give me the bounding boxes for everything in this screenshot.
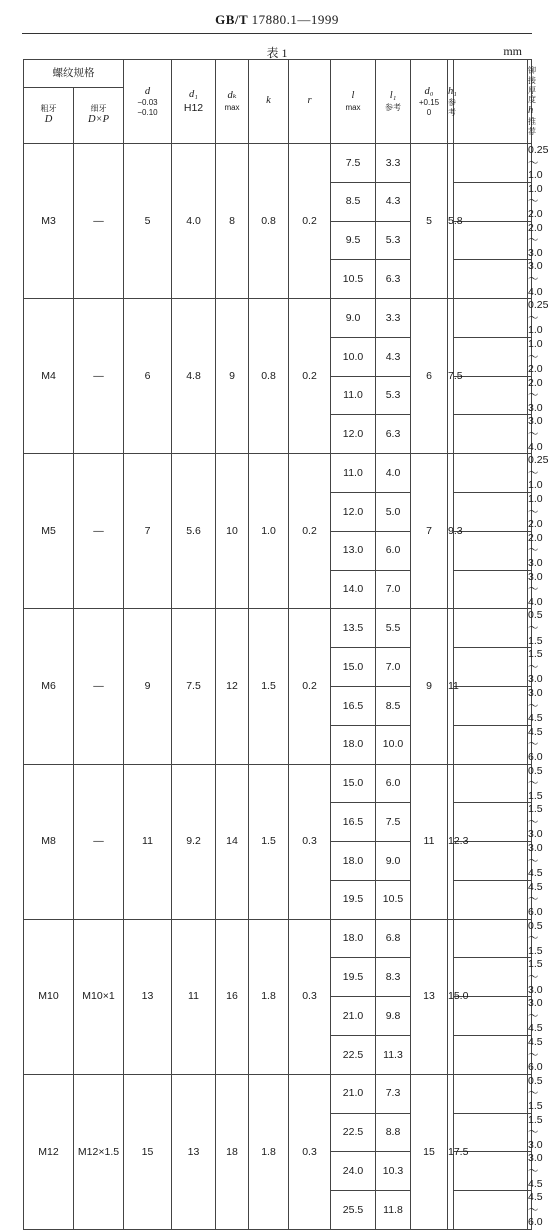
cell-h: 3.0～4.5 [528, 686, 543, 725]
spec-table [23, 59, 549, 1230]
cell-l1: 6.3 [376, 260, 411, 299]
cell-l1: 5.5 [376, 609, 411, 648]
cell-l: 9.0 [331, 299, 376, 338]
l-symbol: l [351, 90, 355, 102]
cell-gap [454, 493, 528, 532]
dk-symbol: dₖ [227, 90, 237, 102]
d-tol-top: −0.03 [137, 98, 158, 108]
coarse-label: 粗牙 [40, 104, 57, 114]
cell-gap [454, 415, 528, 454]
cell-h: 0.5～1.5 [528, 1074, 543, 1112]
cell-h: 1.5～3.0 [528, 1113, 543, 1151]
cell-l: 19.5 [331, 880, 376, 919]
col-gap [454, 60, 528, 144]
col-k-header [249, 60, 289, 144]
cell-d0: 15 [411, 1074, 448, 1229]
cell-d0: 5 [411, 144, 448, 299]
cell-d1: 9.2 [172, 764, 216, 919]
cell-gap [454, 842, 528, 881]
cell-DP: — [74, 454, 124, 609]
cell-k: 1.8 [249, 919, 289, 1074]
cell-l1: 5.0 [376, 493, 411, 532]
cell-r: 0.2 [289, 609, 331, 764]
cell-d0: 11 [411, 764, 448, 919]
cell-d1: 4.8 [172, 299, 216, 454]
cell-h: 3.0～4.5 [528, 997, 543, 1035]
cell-gap [454, 880, 528, 919]
cell-l1: 11.8 [376, 1191, 411, 1230]
cell-gap [454, 221, 528, 260]
table-row [24, 609, 532, 648]
cell-gap [454, 648, 528, 687]
d0-tol-bottom: 0 [426, 107, 432, 117]
cell-l1: 8.8 [376, 1113, 411, 1152]
cell-h: 1.0～2.0 [528, 337, 543, 376]
cell-gap [454, 725, 528, 764]
cell-h: 3.0～4.0 [528, 570, 543, 608]
cell-h: 0.25～1.0 [528, 454, 549, 492]
h-title: 铆接厚度 [528, 66, 536, 105]
cell-l: 24.0 [331, 1152, 376, 1191]
cell-l1: 4.0 [376, 454, 411, 493]
cell-d: 9 [124, 609, 172, 764]
cell-dk: 10 [216, 454, 249, 609]
cell-h: 3.0～4.0 [528, 260, 543, 298]
cell-l1: 4.3 [376, 337, 411, 376]
cell-dk: 16 [216, 919, 249, 1074]
standard-header [0, 12, 554, 28]
cell-l: 14.0 [331, 570, 376, 609]
cell-gap [454, 609, 528, 648]
table-row [24, 1074, 532, 1113]
cell-l: 15.0 [331, 648, 376, 687]
cell-l1: 6.0 [376, 764, 411, 803]
cell-dk: 8 [216, 144, 249, 299]
cell-h: 2.0～3.0 [528, 376, 543, 414]
cell-D: M3 [24, 144, 74, 299]
d-symbol: d [144, 85, 151, 97]
cell-l1: 11.3 [376, 1035, 411, 1074]
cell-D: M5 [24, 454, 74, 609]
cell-l1: 9.0 [376, 842, 411, 881]
unit-label: mm [503, 44, 522, 58]
cell-l: 21.0 [331, 1074, 376, 1113]
table-row [24, 144, 532, 183]
d0-symbol: d₀ [424, 85, 434, 97]
cell-h: 0.25～1.0 [528, 299, 549, 337]
d1-sub: H12 [183, 101, 204, 114]
coarse-header [24, 88, 74, 144]
cell-d1: 7.5 [172, 609, 216, 764]
cell-l: 10.5 [331, 260, 376, 299]
cell-h: 0.5～1.5 [528, 764, 543, 802]
cell-l: 15.0 [331, 764, 376, 803]
fine-header [74, 88, 124, 144]
cell-l1: 5.3 [376, 221, 411, 260]
cell-r: 0.3 [289, 764, 331, 919]
cell-h1: 9.3 [448, 454, 454, 609]
l1-symbol: l₁ [389, 90, 397, 102]
col-d1-header [172, 60, 216, 144]
h1-symbol: h₁ [448, 85, 457, 97]
cell-gap [454, 570, 528, 609]
cell-h: 4.5～6.0 [528, 880, 543, 919]
cell-k: 1.0 [249, 454, 289, 609]
cell-DP: M10×1 [74, 919, 124, 1074]
h-symbol: h [528, 104, 534, 116]
thread-spec-header: 螺纹规格 [24, 60, 124, 88]
cell-gap [454, 260, 528, 299]
k-symbol: k [266, 95, 271, 107]
col-h-header [528, 60, 536, 144]
cell-l: 19.5 [331, 958, 376, 997]
cell-gap [454, 299, 528, 338]
r-symbol: r [307, 95, 312, 107]
cell-k: 1.5 [249, 764, 289, 919]
d-tol-bottom: −0.10 [137, 107, 158, 117]
table-row [24, 454, 532, 493]
cell-DP: M12×1.5 [74, 1074, 124, 1229]
h1-sub: 参考 [448, 98, 456, 117]
cell-l: 11.0 [331, 376, 376, 415]
fine-label: 细牙 [90, 104, 107, 114]
col-d-header [124, 60, 172, 144]
cell-l1: 9.8 [376, 997, 411, 1036]
cell-h: 4.5～6.0 [528, 1035, 543, 1074]
cell-h1: 12.3 [448, 764, 454, 919]
l-sub: max [345, 103, 361, 112]
cell-l: 12.0 [331, 493, 376, 532]
cell-DP: — [74, 764, 124, 919]
cell-h: 4.5～6.0 [528, 725, 543, 763]
cell-gap [454, 531, 528, 570]
cell-d: 13 [124, 919, 172, 1074]
col-r-header [289, 60, 331, 144]
cell-l1: 8.3 [376, 958, 411, 997]
cell-D: M8 [24, 764, 74, 919]
cell-dk: 12 [216, 609, 249, 764]
cell-h: 1.5～3.0 [528, 958, 543, 996]
cell-r: 0.3 [289, 919, 331, 1074]
cell-gap [454, 1035, 528, 1074]
cell-h1: 15.0 [448, 919, 454, 1074]
table-caption: 表 1 [266, 46, 288, 60]
cell-d0: 7 [411, 454, 448, 609]
cell-k: 0.8 [249, 144, 289, 299]
cell-d: 6 [124, 299, 172, 454]
cell-gap [454, 454, 528, 493]
cell-r: 0.2 [289, 299, 331, 454]
cell-l: 9.5 [331, 221, 376, 260]
table-body [24, 144, 549, 1230]
cell-k: 0.8 [249, 299, 289, 454]
cell-r: 0.2 [289, 454, 331, 609]
cell-l1: 7.0 [376, 570, 411, 609]
cell-r: 0.2 [289, 144, 331, 299]
cell-l1: 5.3 [376, 376, 411, 415]
table-row [24, 764, 532, 803]
cell-gap [454, 919, 528, 958]
cell-k: 1.5 [249, 609, 289, 764]
cell-h: 1.0～2.0 [528, 182, 543, 220]
cell-l1: 10.0 [376, 725, 411, 764]
cell-d: 5 [124, 144, 172, 299]
cell-l1: 10.5 [376, 880, 411, 919]
table-row [24, 919, 532, 958]
cell-h1: 17.5 [448, 1074, 454, 1229]
table-row [24, 299, 532, 338]
cell-h1: 5.8 [448, 144, 454, 299]
cell-l: 21.0 [331, 997, 376, 1036]
l1-sub: 参考 [385, 103, 401, 112]
header-rule [22, 33, 532, 34]
cell-h: 2.0～3.0 [528, 531, 543, 569]
col-l1-header [376, 60, 411, 144]
cell-l: 7.5 [331, 144, 376, 183]
cell-l: 18.0 [331, 842, 376, 881]
d1-symbol: d₁ [189, 88, 198, 100]
cell-D: M12 [24, 1074, 74, 1229]
cell-gap [454, 182, 528, 221]
cell-h1: 11 [448, 609, 454, 764]
cell-l: 22.5 [331, 1113, 376, 1152]
cell-D: M4 [24, 299, 74, 454]
cell-gap [454, 997, 528, 1036]
cell-d0: 6 [411, 299, 448, 454]
cell-l1: 10.3 [376, 1152, 411, 1191]
cell-l: 13.5 [331, 609, 376, 648]
cell-h: 0.5～1.5 [528, 609, 543, 647]
cell-D: M6 [24, 609, 74, 764]
cell-h: 0.5～1.5 [528, 919, 543, 957]
cell-d: 11 [124, 764, 172, 919]
cell-h1: 7.5 [448, 299, 454, 454]
cell-l1: 7.0 [376, 648, 411, 687]
cell-gap [454, 1074, 528, 1113]
cell-d0: 9 [411, 609, 448, 764]
cell-l: 13.0 [331, 531, 376, 570]
cell-gap [454, 764, 528, 803]
cell-l: 22.5 [331, 1035, 376, 1074]
cell-gap [454, 1191, 528, 1230]
cell-dk: 18 [216, 1074, 249, 1229]
cell-l1: 6.0 [376, 531, 411, 570]
h-sub: 推荐 [528, 117, 536, 136]
cell-dk: 14 [216, 764, 249, 919]
col-dk-header [216, 60, 249, 144]
cell-h: 3.0～4.0 [528, 415, 543, 453]
cell-l1: 7.3 [376, 1074, 411, 1113]
cell-dk: 9 [216, 299, 249, 454]
col-l-header [331, 60, 376, 144]
cell-l: 25.5 [331, 1191, 376, 1230]
cell-l: 16.5 [331, 803, 376, 842]
cell-r: 0.3 [289, 1074, 331, 1229]
cell-h: 1.5～3.0 [528, 803, 543, 841]
cell-DP: — [74, 609, 124, 764]
cell-l1: 6.3 [376, 415, 411, 454]
cell-l1: 6.8 [376, 919, 411, 958]
cell-l: 10.0 [331, 337, 376, 376]
cell-k: 1.8 [249, 1074, 289, 1229]
cell-l1: 4.3 [376, 182, 411, 221]
cell-gap [454, 337, 528, 376]
cell-h: 1.5～3.0 [528, 648, 543, 686]
cell-D: M10 [24, 919, 74, 1074]
cell-l: 16.5 [331, 686, 376, 725]
fine-symbol: D×P [87, 114, 110, 125]
cell-l: 11.0 [331, 454, 376, 493]
coarse-symbol: D [44, 114, 53, 125]
cell-l: 18.0 [331, 919, 376, 958]
cell-gap [454, 376, 528, 415]
cell-h: 4.5～6.0 [528, 1191, 543, 1229]
d0-tol-top: +0.15 [418, 98, 440, 108]
cell-h: 0.25～1.0 [528, 144, 549, 182]
cell-d1: 13 [172, 1074, 216, 1229]
dk-sub: max [224, 103, 240, 112]
col-d0-header [411, 60, 448, 144]
cell-d1: 5.6 [172, 454, 216, 609]
cell-l: 8.5 [331, 182, 376, 221]
cell-h: 1.0～2.0 [528, 493, 543, 531]
cell-DP: — [74, 299, 124, 454]
cell-d: 7 [124, 454, 172, 609]
cell-l1: 8.5 [376, 686, 411, 725]
cell-gap [454, 144, 528, 183]
cell-DP: — [74, 144, 124, 299]
cell-d: 15 [124, 1074, 172, 1229]
cell-gap [454, 686, 528, 725]
cell-l1: 7.5 [376, 803, 411, 842]
cell-h: 2.0～3.0 [528, 221, 543, 259]
standard-number: 17880.1—1999 [251, 12, 339, 27]
cell-l: 12.0 [331, 415, 376, 454]
standard-prefix: GB/T [215, 12, 248, 27]
cell-l: 18.0 [331, 725, 376, 764]
cell-d1: 4.0 [172, 144, 216, 299]
cell-l1: 3.3 [376, 144, 411, 183]
cell-l1: 3.3 [376, 299, 411, 338]
cell-d0: 13 [411, 919, 448, 1074]
cell-h: 3.0～4.5 [528, 1152, 543, 1190]
cell-h: 3.0～4.5 [528, 842, 543, 880]
cell-d1: 11 [172, 919, 216, 1074]
